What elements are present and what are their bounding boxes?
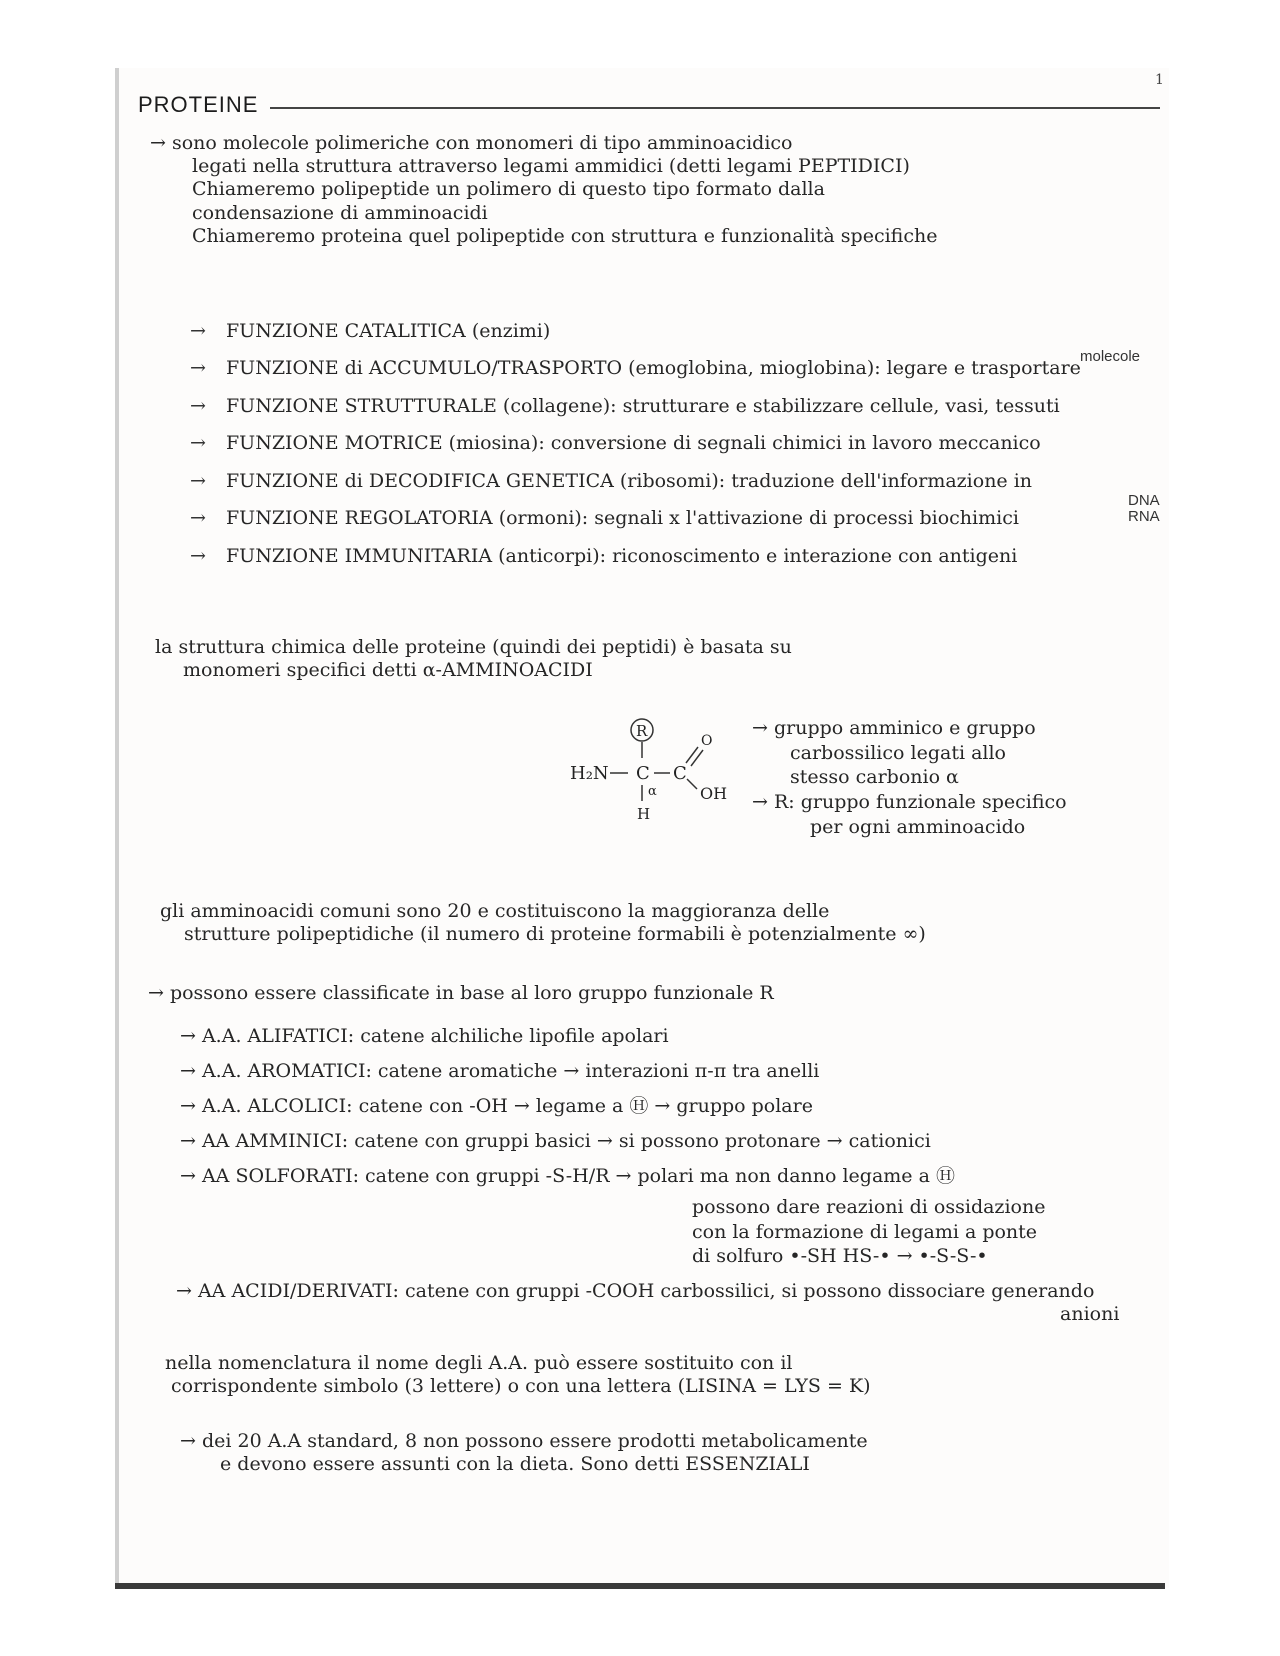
aa-class-item: → AA AMMINICI: catene con gruppi basici → si possono protonare → cationici bbox=[180, 1129, 931, 1152]
intro-line: → sono molecole polimeriche con monomeri di tipo amminoacidico bbox=[150, 132, 793, 154]
acidi-item: → AA ACIDI/DERIVATI: catene con gruppi -COOH carbossilici, si possono dissociare generando bbox=[176, 1280, 1095, 1302]
essential-line: e devono essere assunti con la dieta. Sono detti ESSENZIALI bbox=[220, 1453, 810, 1476]
amino-acid-structure-diagram bbox=[560, 715, 750, 830]
function-item: → FUNZIONE STRUTTURALE (collagene): strutturare e stabilizzare cellule, vasi, tessuti bbox=[190, 394, 1060, 417]
structure-line: monomeri specifici detti α-AMMINOACIDI bbox=[183, 659, 593, 682]
molecule-note: stesso carbonio α bbox=[790, 766, 959, 789]
molecule-note: → R: gruppo funzionale specifico bbox=[752, 791, 1067, 814]
r-group-label: R bbox=[636, 722, 648, 740]
intro-paragraph bbox=[150, 132, 937, 248]
structure-line: la struttura chimica delle proteine (quindi dei peptidi) è basata su bbox=[155, 636, 792, 658]
alpha-label: α bbox=[648, 784, 657, 799]
title-underline bbox=[270, 107, 1160, 109]
function-item: → FUNZIONE REGOLATORIA (ormoni): segnali x l'attivazione di processi biochimici bbox=[190, 507, 1019, 530]
intro-line: Chiameremo proteina quel polipeptide con struttura e funzionalità specifiche bbox=[192, 224, 938, 247]
solforati-line: di solfuro •-SH HS-• → •-S-S-• bbox=[692, 1245, 988, 1268]
solforati-line: con la formazione di legami a ponte bbox=[692, 1220, 1038, 1243]
aa-class-item: → A.A. AROMATICI: catene aromatiche → interazioni π-π tra anelli bbox=[180, 1059, 820, 1082]
classification-list bbox=[180, 1025, 955, 1200]
solforati-line: possono dare reazioni di ossidazione bbox=[692, 1196, 1046, 1218]
essential-line: → dei 20 A.A standard, 8 non possono essere prodotti metabolicamente bbox=[180, 1430, 868, 1452]
function-item: → FUNZIONE di DECODIFICA GENETICA (ribosomi): traduzione dell'informazione in bbox=[190, 469, 1033, 492]
amine-label: H₂N bbox=[570, 763, 609, 784]
note-rna: RNA bbox=[1128, 508, 1160, 525]
solforati-continuation bbox=[692, 1195, 1045, 1269]
acidi-continuation: anioni bbox=[1060, 1303, 1120, 1325]
arrow-icon: → bbox=[190, 544, 206, 567]
molecule-note: → gruppo amminico e gruppo bbox=[752, 717, 1036, 739]
intro-line: legati nella struttura attraverso legami ammidici (detti legami PEPTIDICI) bbox=[192, 155, 910, 178]
carbonyl-carbon-label: C bbox=[673, 763, 687, 784]
bond-hydroxyl bbox=[687, 779, 697, 789]
aa-class-item: → A.A. ALIFATICI: catene alchiliche lipofile apolari bbox=[180, 1025, 669, 1047]
molecule-notes bbox=[752, 716, 1067, 839]
common-line: gli amminoacidi comuni sono 20 e costituiscono la maggioranza delle bbox=[160, 900, 830, 922]
arrow-icon: → bbox=[190, 320, 206, 342]
common-line: strutture polipeptidiche (il numero di proteine formabili è potenzialmente ∞) bbox=[184, 923, 926, 946]
function-item: → FUNZIONE CATALITICA (enzimi) bbox=[190, 320, 551, 342]
alpha-carbon-label: C bbox=[636, 763, 650, 784]
hydroxyl-label: OH bbox=[700, 784, 728, 803]
function-item: → FUNZIONE di ACCUMULO/TRASPORTO (emoglobina, mioglobina): legare e trasportare bbox=[190, 357, 1081, 380]
arrow-icon: → bbox=[190, 432, 206, 455]
functions-list bbox=[190, 320, 1081, 582]
classification-heading: → possono essere classificate in base al loro gruppo funzionale R bbox=[148, 982, 774, 1004]
nomenclature-paragraph bbox=[165, 1352, 871, 1398]
molecule-note: per ogni amminoacido bbox=[810, 815, 1026, 838]
double-bond-1 bbox=[686, 747, 698, 763]
note-molecole: molecole bbox=[1080, 348, 1141, 365]
page-bottom-edge bbox=[115, 1583, 1165, 1589]
essential-paragraph bbox=[180, 1430, 868, 1476]
oxygen-label: O bbox=[701, 733, 713, 749]
nomenclature-line: nella nomenclatura il nome degli A.A. può essere sostituito con il bbox=[165, 1352, 793, 1374]
molecule-note: carbossilico legati allo bbox=[790, 741, 1006, 764]
hydrogen-label: H bbox=[637, 805, 651, 823]
intro-line: Chiameremo polipeptide un polimero di questo tipo formato dalla bbox=[192, 178, 825, 201]
arrow-icon: → bbox=[190, 507, 206, 530]
nomenclature-line: corrispondente simbolo (3 lettere) o con una lettera (LISINA = LYS = K) bbox=[171, 1375, 871, 1398]
arrow-icon: → bbox=[190, 394, 206, 417]
arrow-icon: → bbox=[190, 469, 206, 492]
aa-class-item: → AA SOLFORATI: catene con gruppi -S-H/R → polari ma non danno legame a Ⓗ bbox=[180, 1164, 955, 1187]
note-dna: DNA bbox=[1128, 492, 1160, 509]
double-bond-2 bbox=[691, 750, 703, 766]
title-row bbox=[138, 92, 1160, 118]
common-amino-acids-paragraph bbox=[160, 900, 926, 946]
page-number: 1 bbox=[1155, 72, 1164, 88]
aa-class-item: → A.A. ALCOLICI: catene con -OH → legame a Ⓗ → gruppo polare bbox=[180, 1094, 813, 1117]
page-title: PROTEINE bbox=[138, 92, 259, 117]
intro-line: condensazione di amminoacidi bbox=[192, 201, 488, 224]
function-item: → FUNZIONE MOTRICE (miosina): conversione di segnali chimici in lavoro meccanico bbox=[190, 432, 1041, 455]
arrow-icon: → bbox=[190, 357, 206, 380]
function-item: → FUNZIONE IMMUNITARIA (anticorpi): riconoscimento e interazione con antigeni bbox=[190, 544, 1018, 567]
structure-paragraph bbox=[155, 636, 792, 682]
